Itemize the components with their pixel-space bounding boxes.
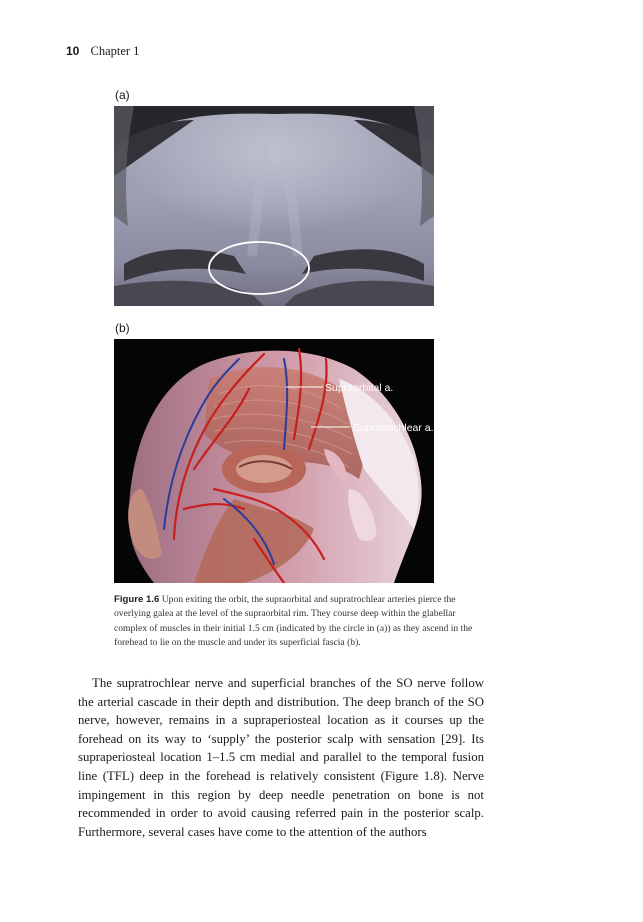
supraorbital-label: Supraorbital a.: [325, 382, 394, 394]
figure-caption: [114, 593, 474, 650]
supratrochlear-label: Supratrochlear a.: [353, 422, 434, 434]
figure-caption-text: Upon exiting the orbit, the supraorbital and supratrochlear arteries pierce the overlying galea at the level of the supraorbital rim. They course deep within the glabellar complex of muscles in their initial 1.5 cm (indicated by the circle in (a)) as they ascend in the forehead to lie on the muscle and under its superficial fascia (b).: [114, 594, 473, 648]
panel-a-label: (a): [115, 88, 130, 102]
anatomical-head-model: [114, 339, 434, 583]
page-header: [66, 44, 139, 59]
page-number: 10: [66, 44, 80, 58]
forehead-photo: [114, 106, 434, 306]
figure-caption-label: Figure 1.6: [114, 594, 160, 605]
body-paragraph: The supratrochlear nerve and superficial branches of the SO nerve follow the arterial cascade in their depth and distribution. The deep branch of the SO nerve, however, remains in a supraperiosteal location as it courses up the forehead on its way to ‘supply’ the posterior scalp with sensation [29]. Its supraperiosteal location 1–1.5 cm medial and parallel to the temporal fusion line (TFL) deep in the forehead is relatively consistent (Figure 1.8). Nerve impingement in this region by deep needle penetration on bone is not recommended in order to avoid causing referred pain in the posterior scalp. Furthermore, several cases have come to the attention of the authors: [78, 676, 484, 839]
panel-b-label: (b): [115, 321, 130, 335]
chapter-title: Chapter 1: [90, 44, 140, 58]
